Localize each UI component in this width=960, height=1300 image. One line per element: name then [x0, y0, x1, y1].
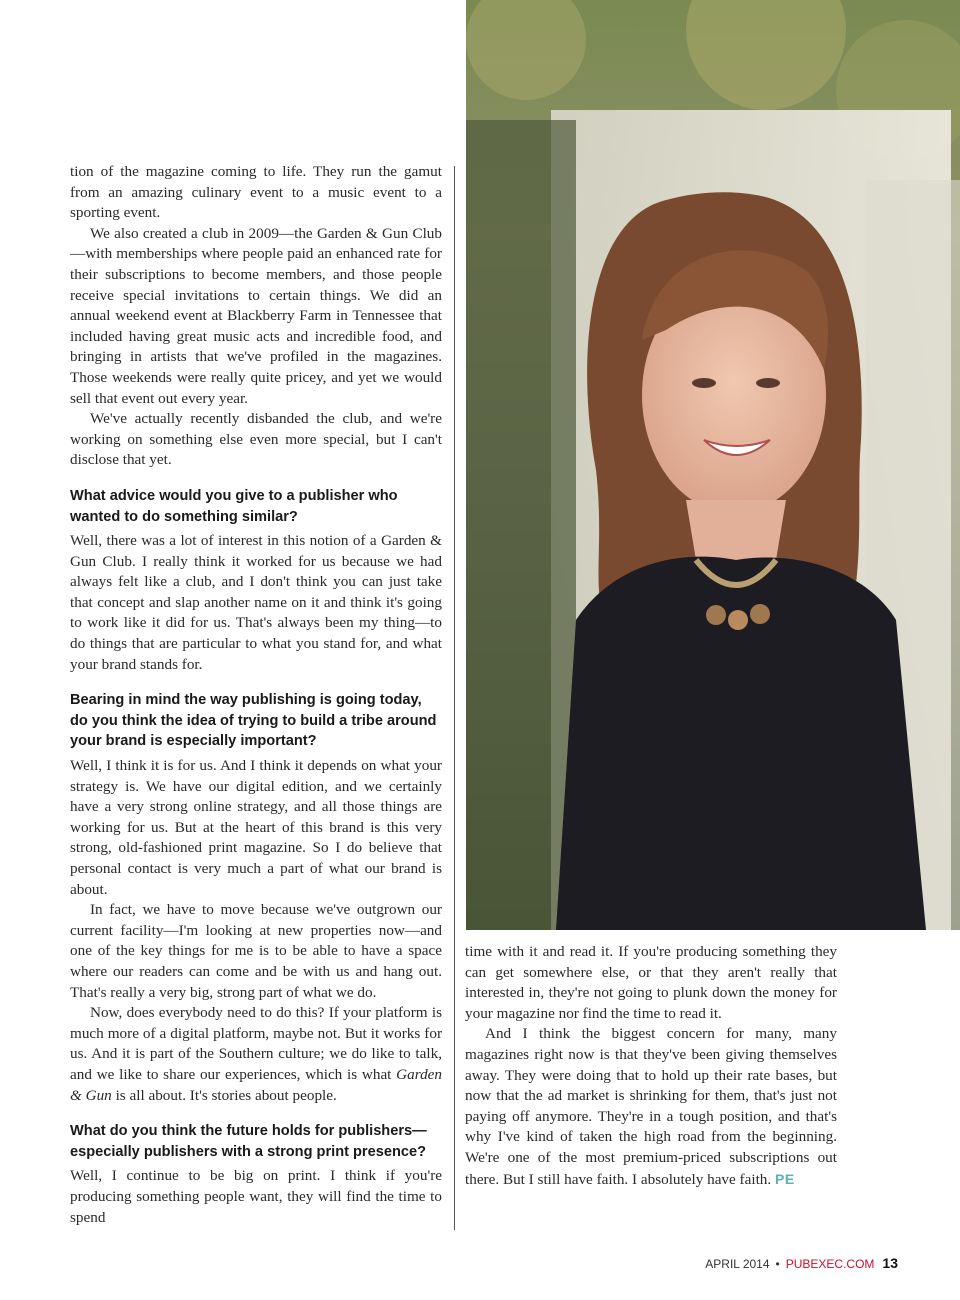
magazine-title: Garden & Gun	[70, 1065, 442, 1104]
article-right-column	[465, 942, 837, 1190]
page-number: 13	[882, 1255, 898, 1271]
paragraph	[465, 1024, 837, 1190]
website-link[interactable]: PUBEXEC.COM	[785, 1257, 875, 1271]
paragraph: Well, I think it is for us. And I think it depends on what your strategy is. We have our digital edition, and we certainly have a very strong online strategy, and all those things are working for us. But at the heart of this brand is this very strong, old-fashioned print magazine. So I do believe that personal contact is very much a part of what our brand is about.	[70, 757, 442, 898]
paragraph: Well, I continue to be big on print. I think if you're producing something people want, they will find the time to spend	[70, 1167, 442, 1226]
paragraph	[70, 1003, 442, 1106]
interview-question: What advice would you give to a publisher who wanted to do something similar?	[70, 487, 398, 525]
paragraph-text: is all about. It's stories about people.	[111, 1086, 337, 1104]
page-footer	[705, 1255, 898, 1271]
paragraph: Well, there was a lot of interest in this notion of a Garden & Gun Club. I really think it worked for us because we had always felt like a club, and I don't think you can just take that concept and slap another name on it and think it's going to work like it did for us. That's always been my thing—to do things that are particular to what you stand for, and what your brand stands for.	[70, 532, 442, 673]
paragraph-text: Now, does everybody need to do this? If your platform is much more of a digital platform, maybe not. But it works for us. And it is part of the Southern culture; we do like to talk, and we like to share our experiences, which is what	[70, 1004, 442, 1083]
paragraph-text: And I think the biggest concern for many, many magazines right now is that they've been giving themselves away. They were doing that to hold up their rate bases, but now that the ad market is shrinking for them, that's just not paying off anymore. They're in a tough position, and that's why I've kind of taken the high road from the beginning. We're one of the most premium-priced subscriptions out there. But I still have faith. I absolutely have faith.	[465, 1025, 837, 1188]
interview-question: Bearing in mind the way publishing is going today, do you think the idea of trying to build a tribe around your brand is especially important?	[70, 692, 437, 750]
footer-bullet: •	[775, 1257, 780, 1271]
column-divider	[454, 166, 455, 1230]
issue-date: APRIL 2014	[705, 1257, 770, 1271]
portrait-photo	[466, 0, 960, 930]
paragraph: We also created a club in 2009—the Garden & Gun Club—with memberships where people paid an enhanced rate for their subscriptions to become members, and those people receive special invitations to certain things. We did an annual weekend event at Blackberry Farm in Tennessee that included having great music acts and incredible food, and bringing in artists that we've profiled in the magazines. Those weekends were really quite pricey, and yet we would sell that event out every year.	[70, 224, 442, 407]
portrait-illustration	[466, 0, 960, 930]
paragraph: time with it and read it. If you're producing something they can get somewhere else, or that they aren't really that interested in, they're not going to plunk down the money for your magazine nor find the time to read it.	[465, 943, 837, 1022]
paragraph: tion of the magazine coming to life. They run the gamut from an amazing culinary event to a music event to a sporting event.	[70, 163, 442, 222]
paragraph: We've actually recently disbanded the club, and we're working on something else even more special, but I can't disclose that yet.	[70, 410, 442, 469]
interview-question: What do you think the future holds for publishers—especially publishers with a strong print presence?	[70, 1123, 427, 1160]
article-left-column	[70, 162, 442, 1228]
paragraph: In fact, we have to move because we've outgrown our current facility—I'm looking at new properties now—and one of the key things for me is to be able to have a space where our readers can come and be with us and hang out. That's really a very big, strong part of what we do.	[70, 901, 442, 1001]
end-mark: PE	[775, 1170, 795, 1187]
